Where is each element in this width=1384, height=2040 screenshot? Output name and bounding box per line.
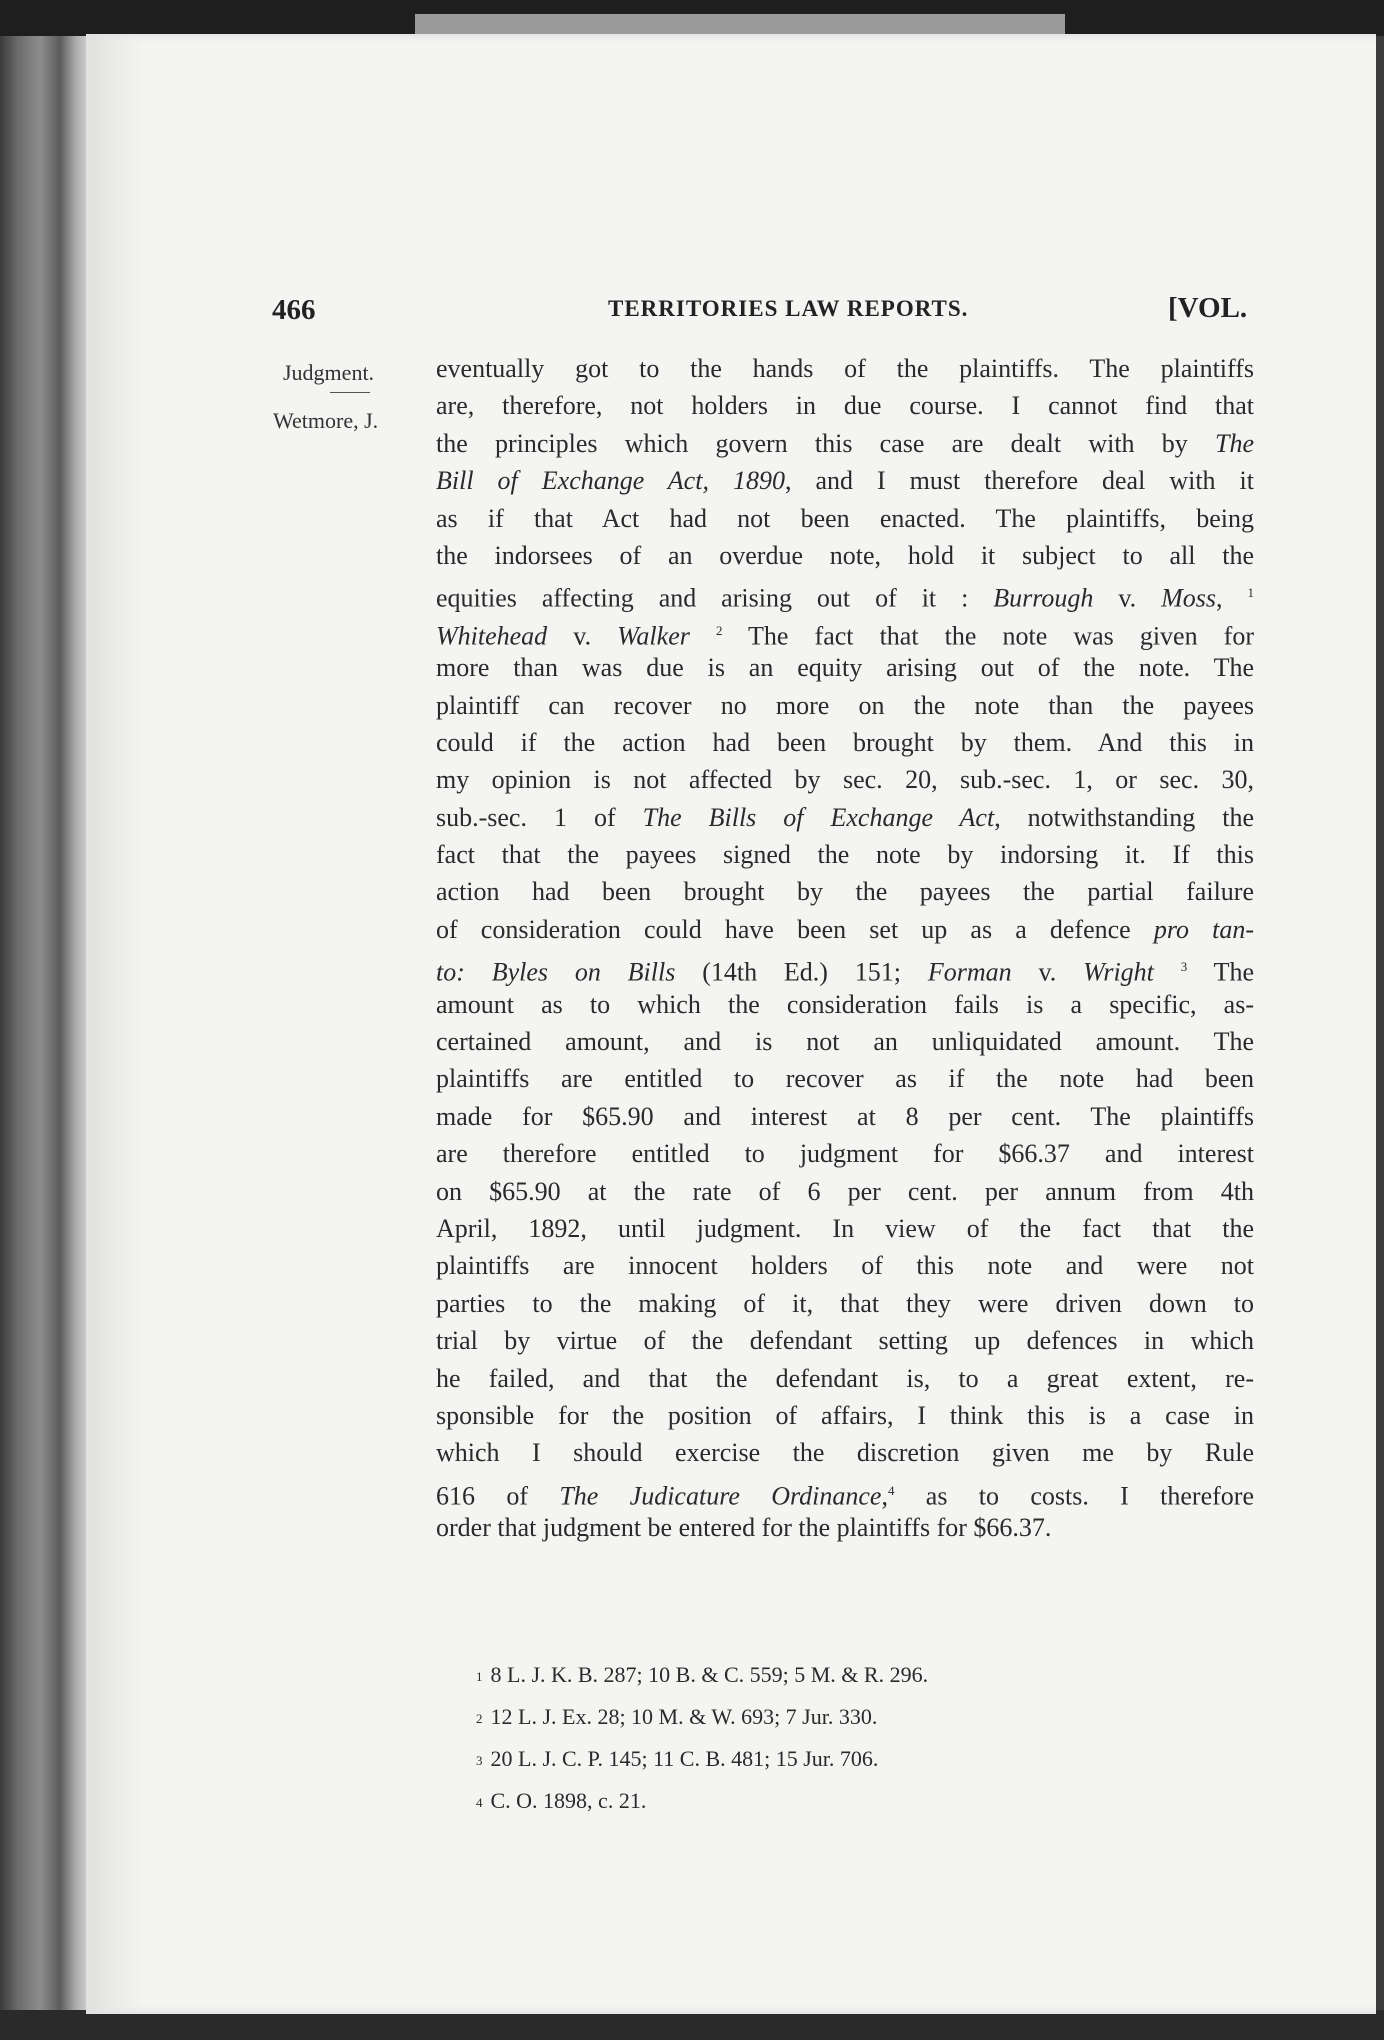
body-line (436, 873, 1254, 910)
body-text-run: (14th Ed.) 151; (675, 957, 928, 987)
body-text-run: of consideration could have been set up as a defence (436, 914, 1154, 944)
body-text-run: Burrough (993, 584, 1094, 613)
footnote (476, 1697, 1176, 1739)
body-line (436, 537, 1254, 574)
body-line (436, 462, 1254, 499)
body-text-run: 2 (715, 622, 723, 638)
body-text-run: April, 1892, until judgment. In view of the fact that the (436, 1213, 1254, 1243)
body-text-run: 1 (1247, 585, 1254, 601)
margin-note-divider (330, 392, 370, 393)
body-text-run: pro tan- (1153, 914, 1254, 944)
body-text-run: my opinion is not affected by sec. 20, sub.-sec. 1, or sec. 30, (436, 765, 1254, 795)
body-text-run: Moss (1161, 584, 1217, 613)
body-text-run: fact that the payees signed the note by indorsing it. If this (436, 840, 1254, 870)
body-text-run: more than was due is an equity arising out of the note. The (436, 653, 1254, 683)
body-text-run: as to costs. I therefore (894, 1481, 1254, 1511)
body-line (436, 1210, 1254, 1247)
body-line (436, 799, 1254, 836)
body-text-run: , notwithstanding the (994, 802, 1254, 832)
body-line (436, 387, 1254, 424)
body-line (436, 1472, 1254, 1509)
volume-label: [VOL. (1168, 292, 1248, 324)
body-line (436, 350, 1254, 387)
body-text-run: he failed, and that the defendant is, to a great extent, re- (436, 1363, 1254, 1393)
body-text-run: 4 (887, 1482, 895, 1498)
scan-bottom-edge (0, 2010, 1384, 2040)
body-line (436, 649, 1254, 686)
body-text-run: , (1216, 584, 1248, 613)
footnote-text: C. O. 1898, c. 21. (490, 1787, 647, 1813)
body-line (436, 911, 1254, 948)
footnotes (476, 1655, 1176, 1823)
body-line (436, 500, 1254, 537)
page-number: 466 (272, 294, 316, 326)
body-text-run: the indorsees of an overdue note, hold it subject to all the (436, 540, 1254, 570)
body-text-run: equities affecting and arising out of it : (436, 584, 994, 613)
body-text-run: made for $65.90 and interest at 8 per cent. The plaintiffs (436, 1101, 1254, 1131)
body-text-run: , and I must therefore deal with it (784, 466, 1254, 496)
body-text-run: 616 of (436, 1481, 560, 1511)
body-line (436, 612, 1254, 649)
book-spine-edge (0, 36, 90, 2020)
body-text-run: sponsible for the position of affairs, I think this is a case in (436, 1400, 1254, 1430)
body-text-run: could if the action had been brought by them. And this in (436, 727, 1254, 757)
footnote (476, 1655, 1176, 1697)
body-text-run: Whitehead (436, 621, 548, 651)
body-line (436, 1247, 1254, 1284)
body-text-run: Bill of Exchange Act, 1890 (436, 466, 785, 496)
body-text-run: 3 (1180, 959, 1188, 975)
body-text-run: certained amount, and is not an unliquidated amount. The (436, 1027, 1254, 1057)
body-text-run: as if that Act had not been enacted. The plaintiffs, being (436, 503, 1254, 533)
footnote-text: 12 L. J. Ex. 28; 10 M. & W. 693; 7 Jur. 330. (490, 1703, 878, 1729)
body-line (436, 574, 1254, 611)
body-line (436, 1322, 1254, 1359)
body-text-run: , (881, 1481, 888, 1511)
body-line (436, 1434, 1254, 1471)
body-line (436, 1509, 1254, 1546)
body-text-run: v. (1093, 584, 1162, 613)
body-text-run: sub.-sec. 1 of (436, 802, 643, 832)
body-text-run: trial by virtue of the defendant setting up defences in which (436, 1326, 1254, 1356)
body-text-run: are, therefore, not holders in due course. I cannot find that (436, 391, 1254, 421)
body-text-run: The (1187, 957, 1255, 987)
body-text-run: The fact that the note was given for (722, 621, 1254, 651)
footnote-mark: 4 (476, 1794, 483, 1810)
body-text-run: Wright (1083, 957, 1154, 987)
margin-note-judgment: Judgment. (283, 360, 375, 385)
body-line (436, 836, 1254, 873)
scan-top-tab (415, 14, 1065, 36)
running-title: TERRITORIES LAW REPORTS. (608, 296, 969, 321)
body-line (436, 1397, 1254, 1434)
margin-note-judge: Wetmore, J. (273, 408, 379, 433)
body-text-run: plaintiff can recover no more on the note than the payees (436, 690, 1254, 720)
body-line (436, 761, 1254, 798)
body-text-run: parties to the making of it, that they were driven down to (436, 1288, 1254, 1318)
body-text-run: to: Byles on Bills (436, 957, 676, 987)
body-text-run: amount as to which the consideration fails is a specific, as- (436, 989, 1254, 1019)
body-text-run: The Judicature Ordinance (559, 1481, 882, 1511)
body-text-run: v. (1011, 957, 1084, 987)
page-gutter-shade (86, 34, 146, 2014)
body-line (436, 1360, 1254, 1397)
body-text-run: action had been brought by the payees the partial failure (436, 877, 1254, 907)
body-text-run: order that judgment be entered for the plaintiffs for $66.37. (436, 1513, 1052, 1543)
footnote-mark: 3 (476, 1752, 483, 1768)
body-line (436, 948, 1254, 985)
body-text-run: Forman (927, 957, 1012, 987)
body-text-run (690, 621, 716, 650)
body-text-run: Walker (617, 621, 690, 651)
body-text-run: eventually got to the hands of the plaintiffs. The plaintiffs (436, 354, 1254, 383)
body-line (436, 425, 1254, 462)
body-text-run (1154, 958, 1181, 987)
body-line (436, 1060, 1254, 1097)
body-line (436, 1135, 1254, 1172)
body-line (436, 986, 1254, 1023)
body-text-run: the principles which govern this case are dealt with by (436, 428, 1215, 458)
footnote-text: 20 L. J. C. P. 145; 11 C. B. 481; 15 Jur. 706. (490, 1745, 879, 1771)
body-line (436, 1098, 1254, 1135)
body-text-run: on $65.90 at the rate of 6 per cent. per annum from 4th (436, 1176, 1254, 1206)
judgment-body-text (436, 350, 1254, 1547)
body-text-run: The Bills of Exchange Act (642, 802, 995, 832)
footnote-mark: 2 (476, 1710, 483, 1726)
body-text-run: The (1215, 428, 1254, 458)
body-text-run: plaintiffs are innocent holders of this note and were not (436, 1251, 1254, 1281)
running-header (272, 288, 1252, 328)
body-line (436, 724, 1254, 761)
body-text-run: which I should exercise the discretion given me by Rule (436, 1438, 1254, 1468)
body-text-run: plaintiffs are entitled to recover as if the note had been (436, 1064, 1254, 1094)
body-line (436, 1285, 1254, 1322)
footnote-mark: 1 (476, 1668, 483, 1684)
footnote (476, 1739, 1176, 1781)
body-line (436, 1173, 1254, 1210)
body-line (436, 687, 1254, 724)
body-text-run: v. (547, 621, 618, 651)
body-line (436, 1023, 1254, 1060)
footnote-text: 8 L. J. K. B. 287; 10 B. & C. 559; 5 M. & R. 296. (490, 1662, 929, 1687)
footnote (476, 1781, 1176, 1823)
body-text-run: are therefore entitled to judgment for $66.37 and interest (436, 1139, 1254, 1169)
